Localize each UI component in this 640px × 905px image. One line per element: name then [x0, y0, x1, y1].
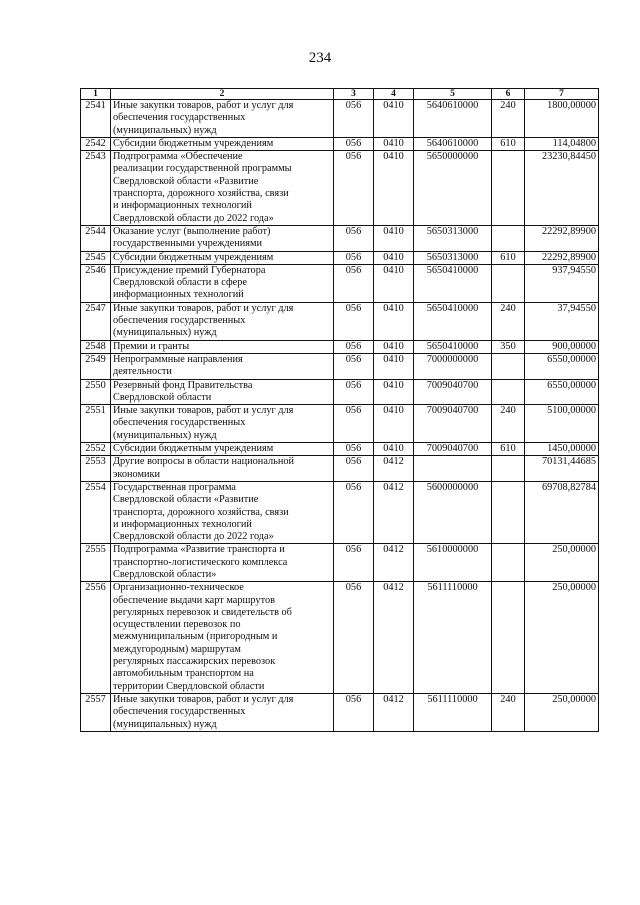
row-number-cell: 2556 — [81, 582, 111, 694]
table-row — [81, 379, 599, 405]
ministry-code-cell: 056 — [334, 544, 374, 582]
row-name-line: обеспечения государственных — [113, 417, 246, 429]
ministry-code-cell: 056 — [334, 251, 374, 264]
ministry-code-cell: 056 — [334, 137, 374, 150]
row-name-line: обеспечения государственных — [113, 112, 246, 124]
budget-table — [80, 88, 599, 732]
row-name-line: Премии и гранты — [113, 340, 190, 352]
ministry-code-cell: 056 — [334, 481, 374, 543]
amount-cell: 22292,89900 — [525, 251, 599, 264]
row-name-line: обеспечения государственных — [113, 706, 246, 718]
section-code-cell: 0410 — [374, 151, 414, 226]
section-code-cell: 0410 — [374, 302, 414, 340]
amount-cell: 900,00000 — [525, 340, 599, 353]
expense-type-cell: 240 — [492, 405, 525, 443]
section-code-cell: 0412 — [374, 456, 414, 482]
row-name-line: Государственная программа — [113, 481, 236, 493]
row-name-line: (муниципальных) нужд — [113, 327, 217, 339]
ministry-code-cell: 056 — [334, 225, 374, 251]
page-number: 234 — [308, 50, 332, 66]
expense-type-cell: 240 — [492, 100, 525, 138]
section-code-cell: 0410 — [374, 443, 414, 456]
section-code-cell: 0412 — [374, 693, 414, 731]
expense-type-cell: 350 — [492, 340, 525, 353]
row-name-cell — [111, 582, 334, 694]
section-code-cell: 0410 — [374, 353, 414, 379]
row-name-line: (муниципальных) нужд — [113, 429, 217, 441]
table-header-row — [81, 89, 599, 100]
row-number-cell: 2555 — [81, 544, 111, 582]
amount-cell: 23230,84450 — [525, 151, 599, 226]
table-row — [81, 251, 599, 264]
row-name-line: Свердловской области — [113, 391, 212, 403]
expense-type-cell: 610 — [492, 137, 525, 150]
expense-type-cell — [492, 582, 525, 694]
row-name-line: межмуниципальным (пригородным и — [113, 631, 278, 643]
row-name-line: транспорта, дорожного хозяйства, связи — [113, 506, 289, 518]
target-article-cell: 5650410000 — [414, 264, 492, 302]
column-header: 5 — [414, 89, 492, 100]
section-code-cell: 0410 — [374, 100, 414, 138]
target-article-cell: 7009040700 — [414, 405, 492, 443]
row-number-cell: 2542 — [81, 137, 111, 150]
table-row — [81, 405, 599, 443]
row-name-line: осуществлении перевозок по — [113, 619, 241, 631]
table-row — [81, 456, 599, 482]
table-row — [81, 544, 599, 582]
row-number-cell: 2554 — [81, 481, 111, 543]
row-name-line: Свердловской области в сфере — [113, 277, 247, 289]
row-name-cell — [111, 481, 334, 543]
section-code-cell: 0410 — [374, 225, 414, 251]
expense-type-cell — [492, 379, 525, 405]
row-name-line: регулярных пассажирских перевозок — [113, 656, 276, 668]
row-number-cell: 2549 — [81, 353, 111, 379]
section-code-cell: 0412 — [374, 481, 414, 543]
row-name-line: Свердловской области «Развитие — [113, 175, 259, 187]
row-name-cell — [111, 137, 334, 150]
target-article-cell: 5650313000 — [414, 225, 492, 251]
row-name-line: регулярных перевозок и свидетельств об — [113, 606, 292, 618]
row-name-line: Организационно-техническое — [113, 582, 244, 594]
row-name-line: территории Свердловской области — [113, 680, 265, 692]
row-name-line: и информационных технологий — [113, 200, 252, 212]
column-header: 6 — [492, 89, 525, 100]
expense-type-cell — [492, 544, 525, 582]
row-name-cell — [111, 353, 334, 379]
target-article-cell: 5640610000 — [414, 137, 492, 150]
table-row — [81, 481, 599, 543]
target-article-cell: 5600000000 — [414, 481, 492, 543]
table-body — [81, 100, 599, 732]
target-article-cell: 5650410000 — [414, 340, 492, 353]
row-name-cell — [111, 405, 334, 443]
row-name-cell — [111, 251, 334, 264]
row-name-line: информационных технологий — [113, 289, 244, 301]
row-number-cell: 2541 — [81, 100, 111, 138]
row-name-line: автомобильным транспортом на — [113, 668, 254, 680]
row-name-line: Свердловской области «Развитие — [113, 494, 259, 506]
amount-cell: 22292,89900 — [525, 225, 599, 251]
ministry-code-cell: 056 — [334, 379, 374, 405]
row-name-line: транспорта, дорожного хозяйства, связи — [113, 188, 289, 200]
expense-type-cell — [492, 225, 525, 251]
row-number-cell: 2548 — [81, 340, 111, 353]
row-name-cell — [111, 544, 334, 582]
ministry-code-cell: 056 — [334, 456, 374, 482]
row-name-cell — [111, 456, 334, 482]
target-article-cell — [414, 456, 492, 482]
row-name-line: экономики — [113, 468, 161, 480]
row-name-cell — [111, 302, 334, 340]
ministry-code-cell: 056 — [334, 100, 374, 138]
row-name-cell — [111, 379, 334, 405]
row-name-line: Присуждение премий Губернатора — [113, 264, 266, 276]
ministry-code-cell: 056 — [334, 340, 374, 353]
row-name-line: Иные закупки товаров, работ и услуг для — [113, 405, 294, 417]
row-name-line: Иные закупки товаров, работ и услуг для — [113, 100, 294, 111]
amount-cell: 6550,00000 — [525, 379, 599, 405]
amount-cell: 5100,00000 — [525, 405, 599, 443]
amount-cell: 250,00000 — [525, 582, 599, 694]
row-name-line: реализации государственной программы — [113, 163, 292, 175]
row-name-line: Субсидии бюджетным учреждениям — [113, 137, 274, 149]
row-number-cell: 2553 — [81, 456, 111, 482]
row-name-line: Субсидии бюджетным учреждениям — [113, 251, 274, 263]
row-number-cell: 2551 — [81, 405, 111, 443]
ministry-code-cell: 056 — [334, 151, 374, 226]
row-number-cell: 2543 — [81, 151, 111, 226]
row-name-line: обеспечение выдачи карт маршрутов — [113, 594, 275, 606]
amount-cell: 1800,00000 — [525, 100, 599, 138]
column-header: 7 — [525, 89, 599, 100]
row-name-line: Подпрограмма «Развитие транспорта и — [113, 544, 285, 556]
row-name-line: Иные закупки товаров, работ и услуг для — [113, 693, 294, 705]
row-name-line: Оказание услуг (выполнение работ) — [113, 225, 271, 237]
row-name-cell — [111, 151, 334, 226]
table-row — [81, 340, 599, 353]
expense-type-cell — [492, 456, 525, 482]
amount-cell: 937,94550 — [525, 264, 599, 302]
ministry-code-cell: 056 — [334, 353, 374, 379]
target-article-cell: 5650000000 — [414, 151, 492, 226]
table-row — [81, 137, 599, 150]
target-article-cell: 7009040700 — [414, 379, 492, 405]
row-name-line: междугородным) маршрутам — [113, 643, 241, 655]
row-name-line: и информационных технологий — [113, 518, 252, 530]
row-name-line: транспортно-логистического комплекса — [113, 556, 288, 568]
ministry-code-cell: 056 — [334, 302, 374, 340]
row-name-cell — [111, 443, 334, 456]
section-code-cell: 0410 — [374, 137, 414, 150]
expense-type-cell: 610 — [492, 443, 525, 456]
row-name-cell — [111, 225, 334, 251]
row-number-cell: 2546 — [81, 264, 111, 302]
expense-type-cell: 240 — [492, 302, 525, 340]
expense-type-cell — [492, 151, 525, 226]
column-header: 3 — [334, 89, 374, 100]
row-name-line: Свердловской области» — [113, 568, 217, 580]
table-row — [81, 302, 599, 340]
row-name-line: Свердловской области до 2022 года» — [113, 212, 274, 224]
table-row — [81, 225, 599, 251]
ministry-code-cell: 056 — [334, 693, 374, 731]
target-article-cell: 7009040700 — [414, 443, 492, 456]
table-row — [81, 100, 599, 138]
row-name-line: Иные закупки товаров, работ и услуг для — [113, 302, 294, 314]
row-name-line: государственными учреждениями — [113, 238, 262, 250]
ministry-code-cell: 056 — [334, 443, 374, 456]
target-article-cell: 5650313000 — [414, 251, 492, 264]
target-article-cell: 5650410000 — [414, 302, 492, 340]
expense-type-cell — [492, 481, 525, 543]
expense-type-cell — [492, 353, 525, 379]
ministry-code-cell: 056 — [334, 405, 374, 443]
row-name-cell — [111, 340, 334, 353]
ministry-code-cell: 056 — [334, 582, 374, 694]
amount-cell: 250,00000 — [525, 544, 599, 582]
row-name-line: Свердловской области до 2022 года» — [113, 531, 274, 543]
amount-cell: 37,94550 — [525, 302, 599, 340]
column-header: 1 — [81, 89, 111, 100]
row-name-line: обеспечения государственных — [113, 315, 246, 327]
amount-cell: 114,04800 — [525, 137, 599, 150]
row-name-line: деятельности — [113, 366, 172, 378]
row-number-cell: 2545 — [81, 251, 111, 264]
table-row — [81, 443, 599, 456]
table-row — [81, 353, 599, 379]
row-number-cell: 2552 — [81, 443, 111, 456]
row-number-cell: 2544 — [81, 225, 111, 251]
row-name-line: (муниципальных) нужд — [113, 718, 217, 730]
section-code-cell: 0410 — [374, 251, 414, 264]
target-article-cell: 7000000000 — [414, 353, 492, 379]
section-code-cell: 0412 — [374, 582, 414, 694]
amount-cell: 250,00000 — [525, 693, 599, 731]
table-row — [81, 582, 599, 694]
target-article-cell: 5611110000 — [414, 582, 492, 694]
amount-cell: 6550,00000 — [525, 353, 599, 379]
row-name-cell — [111, 693, 334, 731]
table-row — [81, 693, 599, 731]
expense-type-cell: 610 — [492, 251, 525, 264]
column-header: 4 — [374, 89, 414, 100]
section-code-cell: 0410 — [374, 379, 414, 405]
amount-cell: 1450,00000 — [525, 443, 599, 456]
row-name-cell — [111, 100, 334, 138]
row-name-line: Субсидии бюджетным учреждениям — [113, 443, 274, 455]
row-number-cell: 2550 — [81, 379, 111, 405]
ministry-code-cell: 056 — [334, 264, 374, 302]
expense-type-cell — [492, 264, 525, 302]
row-name-line: Подпрограмма «Обеспечение — [113, 151, 243, 163]
row-name-line: (муниципальных) нужд — [113, 124, 217, 136]
amount-cell: 69708,82784 — [525, 481, 599, 543]
target-article-cell: 5640610000 — [414, 100, 492, 138]
section-code-cell: 0410 — [374, 340, 414, 353]
row-number-cell: 2557 — [81, 693, 111, 731]
section-code-cell: 0412 — [374, 544, 414, 582]
section-code-cell: 0410 — [374, 405, 414, 443]
target-article-cell: 5610000000 — [414, 544, 492, 582]
row-name-line: Другие вопросы в области национальной — [113, 456, 294, 468]
table-row — [81, 151, 599, 226]
target-article-cell: 5611110000 — [414, 693, 492, 731]
row-number-cell: 2547 — [81, 302, 111, 340]
expense-type-cell: 240 — [492, 693, 525, 731]
row-name-line: Резервный фонд Правительства — [113, 379, 253, 391]
amount-cell: 70131,44685 — [525, 456, 599, 482]
section-code-cell: 0410 — [374, 264, 414, 302]
row-name-line: Непрограммные направления — [113, 353, 243, 365]
column-header: 2 — [111, 89, 334, 100]
row-name-cell — [111, 264, 334, 302]
table-row — [81, 264, 599, 302]
